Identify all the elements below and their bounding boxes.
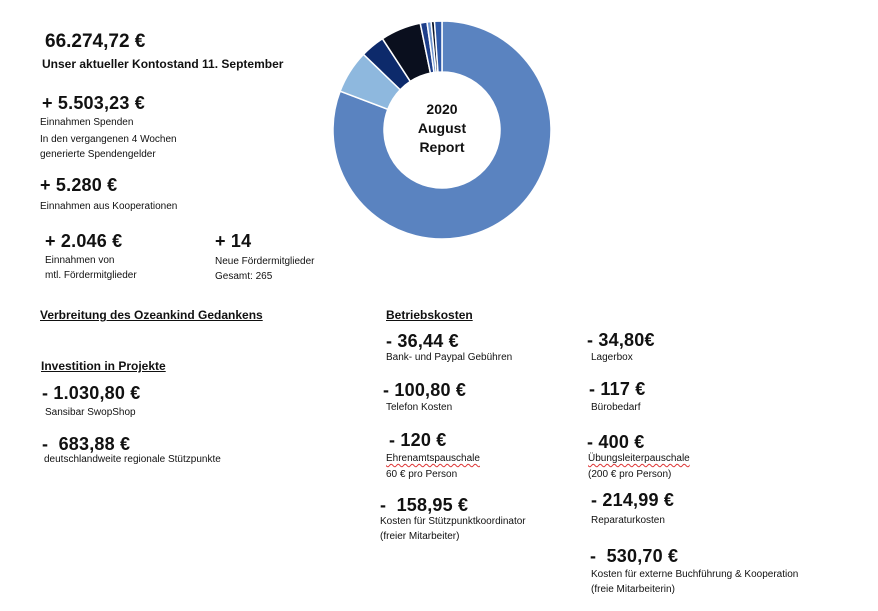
bank-fees-amount: - 36,44 € — [386, 331, 459, 351]
coordinator-label-line-2: (freier Mitarbeiter) — [380, 531, 460, 542]
phone-costs-amount: - 100,80 € — [383, 380, 467, 400]
trainer-note: (200 € pro Person) — [588, 469, 672, 480]
honorary-amount: - 120 € — [389, 430, 447, 450]
repair-label: Reparaturkosten — [591, 515, 665, 526]
project-swopshop-amount: - 1.030,80 € — [42, 383, 141, 403]
honorary-label: Ehrenamtspauschale — [386, 453, 480, 464]
accounting-label-line-2: (freie Mitarbeiterin) — [591, 584, 675, 595]
costs-heading: Betriebskosten — [386, 308, 473, 322]
report-center-label — [383, 100, 501, 157]
distribution-heading: Verbreitung des Ozeankind Gedankens — [40, 308, 263, 322]
phone-costs-label: Telefon Kosten — [386, 402, 453, 413]
report-month: August — [417, 120, 467, 136]
members-label-line-1: Einnahmen von — [45, 255, 115, 266]
new-members-label — [215, 254, 315, 284]
new-members-amount: + 14 — [215, 231, 252, 251]
cooperations-label: Einnahmen aus Kooperationen — [40, 201, 178, 212]
new-members-total: Gesamt: 265 — [215, 271, 273, 282]
trainer-label: Übungsleiterpauschale — [588, 453, 690, 464]
donations-note — [40, 132, 177, 162]
project-swopshop-label: Sansibar SwopShop — [45, 407, 136, 418]
honorary-note: 60 € pro Person — [386, 469, 458, 480]
donations-note-line-1: In den vergangenen 4 Wochen — [40, 134, 177, 145]
accounting-label-line-1: Kosten für externe Buchführung & Kooperation — [591, 569, 799, 580]
report-word: Report — [419, 139, 465, 155]
storage-amount: - 34,80€ — [587, 330, 655, 350]
office-amount: - 117 € — [589, 379, 646, 399]
project-stuetzpunkte-amount: - 683,88 € — [42, 434, 131, 454]
coordinator-label-line-1: Kosten für Stützpunktkoordinator — [380, 516, 526, 527]
coordinator-label — [380, 514, 526, 544]
bank-fees-label: Bank- und Paypal Gebühren — [386, 352, 513, 363]
accounting-amount: - 530,70 € — [590, 546, 679, 566]
members-label — [45, 253, 137, 283]
balance-amount: 66.274,72 € — [45, 31, 146, 52]
cooperations-amount: + 5.280 € — [40, 175, 118, 195]
trainer-amount: - 400 € — [587, 432, 645, 452]
donations-label: Einnahmen Spenden — [40, 117, 134, 128]
donations-amount: + 5.503,23 € — [42, 93, 145, 113]
members-label-line-2: mtl. Fördermitglieder — [45, 270, 137, 281]
members-amount: + 2.046 € — [45, 231, 123, 251]
project-stuetzpunkte-label: deutschlandweite regionale Stützpunkte — [44, 454, 221, 465]
donations-note-line-2: generierte Spendengelder — [40, 149, 156, 160]
new-members-label-line: Neue Fördermitglieder — [215, 256, 315, 267]
repair-amount: - 214,99 € — [591, 490, 675, 510]
accounting-label — [591, 567, 798, 597]
storage-label: Lagerbox — [591, 352, 633, 363]
report-year: 2020 — [426, 101, 458, 117]
office-label: Bürobedarf — [591, 402, 641, 413]
projects-heading: Investition in Projekte — [41, 359, 166, 373]
coordinator-amount: - 158,95 € — [380, 495, 469, 515]
balance-label: Unser aktueller Kontostand 11. September — [42, 57, 284, 71]
